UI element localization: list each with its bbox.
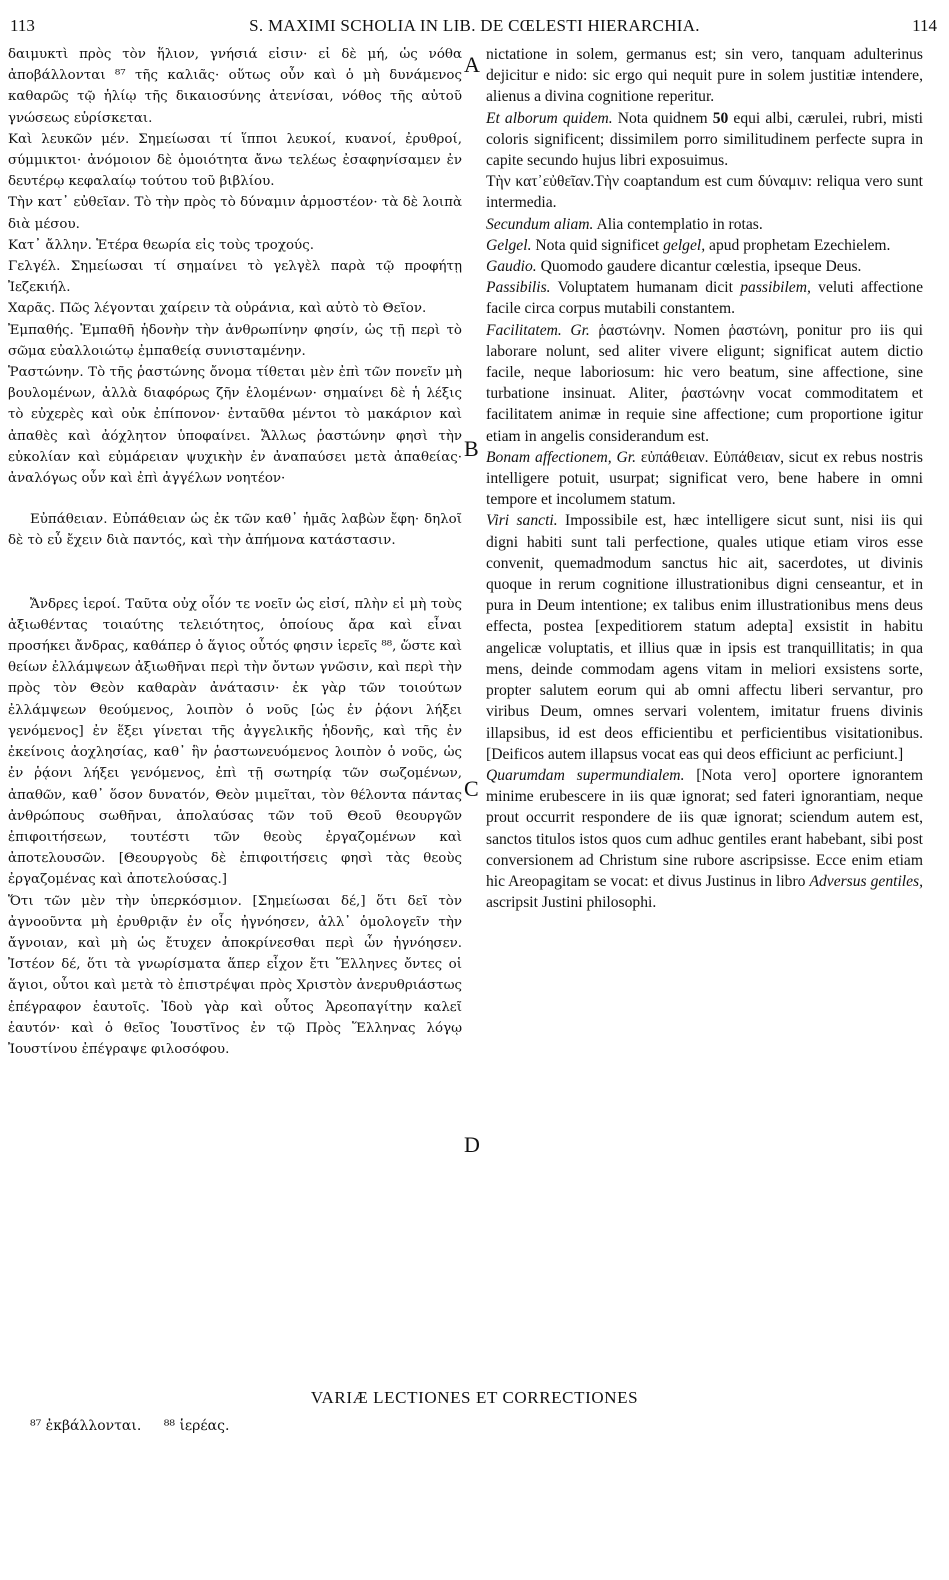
latin-paragraph bbox=[486, 256, 923, 277]
lemma: Gelgel. bbox=[486, 236, 532, 254]
section-number: 50 bbox=[712, 109, 729, 127]
spacer bbox=[8, 552, 462, 594]
margin-marker-c: C bbox=[464, 776, 479, 801]
latin-paragraph: nictatione in solem, germanus est; sin vero, tanquam adulterinus dejicitur e nido: sic ergo qui nequit pure in solem justitiæ intendere, alienus a divina cognitione reperitur. bbox=[486, 46, 923, 106]
greek-paragraph: Ἐμπαθής. Ἐμπαθῆ ἡδονὴν τὴν ἀνθρωπίνην φησίν, ὡς τῇ περὶ τὸ σῶμα εὐαλλοιώτῳ ἐμπαθείᾳ συνισταμένην. bbox=[8, 322, 462, 359]
variae-heading: VARIÆ LECTIONES ET CORRECTIONES bbox=[310, 1388, 639, 1407]
running-title: S. MAXIMI SCHOLIA IN LIB. DE CŒLESTI HIERARCHIA. bbox=[249, 16, 700, 35]
lemma: Viri sancti. bbox=[486, 512, 558, 530]
latin-text: ῥαστώνην. Nomen ῥαστώνη, ponitur pro iis qui laborare nolunt, sed aliter vivere eligunt; significat autem dictio facile, neque laboriosum: hic vero beatum, sine affectione, sine turbatione insinuat. Aliter, ῥαστώνην vocat commoditatem et facilitatem animæ in requie sine affectione; cum proportione igitur etiam in angelis considerandum est. bbox=[486, 321, 923, 445]
margin-marker-b: B bbox=[464, 436, 479, 461]
footnote: ⁸⁷ ἐκβάλλονται. bbox=[30, 1418, 142, 1434]
latin-paragraph bbox=[486, 214, 923, 235]
latin-text: Voluptatem humanam dicit bbox=[550, 279, 741, 297]
lemma: Quarumdam supermundialem. bbox=[486, 766, 685, 784]
lemma: Facilitatem. Gr. bbox=[486, 321, 590, 339]
latin-italic: passibilem, bbox=[740, 279, 811, 297]
latin-paragraph bbox=[486, 108, 923, 172]
latin-paragraph bbox=[486, 765, 923, 913]
lemma: Bonam affectionem, Gr. bbox=[486, 448, 637, 466]
spacer bbox=[8, 489, 462, 509]
latin-paragraph bbox=[486, 447, 923, 511]
footnotes bbox=[30, 1418, 247, 1434]
latin-paragraph bbox=[486, 277, 923, 319]
latin-text: equi albi, cærulei, rubri, misti coloris significent; dissimilem porro similitudinem perfecte supra in capite secundo hujus libri exposuimus. bbox=[486, 109, 924, 170]
latin-text: [Nota vero] oportere ignorantem minime erubescere in iis quæ ignorat; sed fateri ignorantiam, neque prout occurrit respondere de iis quæ ignorat; sciendum autem est, sanctos titulos istos quos cum adhuc gentiles erant habebant, sibi post conversionem ad Christum sine rubore ascripsisse. Ecce enim etiam hic Areopagitam se vocat: et divus Justinus in libro bbox=[486, 766, 924, 890]
lemma: Passibilis. bbox=[486, 279, 551, 297]
latin-text: apud prophetam Ezechielem. bbox=[705, 236, 891, 254]
page-number-left: 113 bbox=[10, 16, 35, 35]
latin-text: veluti affectione facile circa corpus mutabili constantem. bbox=[486, 279, 923, 318]
greek-paragraph: δαιμυκτὶ πρὸς τὸν ἥλιον, γνήσιά εἰσιν· εἰ δὲ μή, ὡς νόθα ἀποβάλλονται ⁸⁷ τῆς καλιᾶς· οὕτως οὖν καὶ ὁ μὴ δυνάμενος καθαρῶς τῷ ἡλίῳ τῆς δικαιοσύνης ἀτενίσαι, νόθος τῆς αὐτοῦ γνώσεως εὑρίσκεται. bbox=[8, 47, 462, 126]
latin-text: Quomodo gaudere dicantur cœlestia, ipseque Deus. bbox=[536, 258, 862, 276]
lemma: Et alborum quidem. bbox=[486, 109, 613, 127]
greek-paragraph: Κατ᾽ ἄλλην. Ἑτέρα θεωρία εἰς τοὺς τροχούς. bbox=[8, 237, 314, 253]
latin-text: Alia contemplatio in rotas. bbox=[593, 215, 763, 233]
greek-paragraph: Τὴν κατ᾽ εὐθεῖαν. Τὸ τὴν πρὸς τὸ δύναμιν ἁρμοστέον· τὰ δὲ λοιπὰ διὰ μέσου. bbox=[8, 195, 462, 232]
latin-text: εὐπάθειαν. Εὐπάθειαν, sicut ex rebus nostris intelligere potuit, usurpat; significat vero, bene habere in omni tempore et incolumem statum. bbox=[486, 448, 923, 509]
greek-paragraph: Εὐπάθειαν. Εὐπάθειαν ὡς ἐκ τῶν καθ᾽ ἡμᾶς λαβὼν ἔφη· δηλοῖ δὲ τὸ εὖ ἔχειν διὰ παντός, καὶ τὴν ἀπήμονα κατάστασιν. bbox=[8, 512, 462, 549]
latin-column bbox=[486, 44, 923, 913]
latin-text: Nota quid significet bbox=[531, 236, 664, 254]
latin-text: ascripsit Justini philosophi. bbox=[486, 894, 657, 912]
greek-paragraph: Καὶ λευκῶν μέν. Σημείωσαι τί ἵπποι λευκοί, κυανοί, ἐρυθροί, σύμμικτοι· ἀνόμοιον δὲ ὁμοιότητα ἄνω τελέως ἐσαφηνίσαμεν ἐν δευτέρῳ κεφαλαίῳ τούτου τοῦ βιβλίου. bbox=[8, 131, 462, 190]
latin-paragraph bbox=[486, 510, 923, 764]
page-number-right: 114 bbox=[912, 16, 937, 35]
margin-marker-d: D bbox=[464, 1132, 480, 1157]
latin-text: Impossibile est, hæc intelligere sicut sunt, nisi iis qui digni habiti sunt tali perfectione, quales utique etiam viros esse convenit, quemadmodum sanctus hic ait, sacerdotes, ut divinis quoque in rerum cognitione illustrationibus digni censeantur, et in pura in Deum intentione; ex talibus enim illustrationibus mens deus effecta, postea [expeditiorem statum adepta] exsistit in habitu angelicæ voluptatis, et illius quæ in ipsis est tranquillitatis; in qua mens, deinde commodam agens vitam in meliori exsistens sorte, propter salutem eorum qui ab omni affectu liberi servantur, pro viribus Deum, omnes servari volentem, imitatur fruens divinis illapsibus, id est deos efficientibu et perficientibus visitationibus. [Deificos autem illapsus vocat eas qui deos efficiunt ac perficiunt.] bbox=[486, 512, 923, 763]
greek-paragraph: Ἄνδρες ἱεροί. Ταῦτα οὐχ οἷόν τε νοεῖν ὡς εἰσί, πλὴν εἰ μὴ τοὺς ἀξιωθέντας τοιαύτης τελειότητος, ὁποίους ἄρα καὶ εἶναι προσήκει ἄνδρας, καθάπερ ὁ ἅγιος οὗτός φησιν ἱερεῖς ⁸⁸, ὥστε καὶ θείων ἐλλάμψεων ἀξιωθῆναι περὶ τὴν ὄντων γνῶσιν, καὶ περὶ τὴν πρὸς τὸν Θεὸν καθαρὰν ἀνάτασιν· ἐκ γὰρ τῶν τοιούτων ἐλλάμψεων θεούμενος, λοιπὸν ὁ νοῦς [ὡς ἐν ῥᾴονι λήξει γενόμενος] ἐν ἕξει γίνεται τῆς ἀγγελικῆς ἡδονῆς, καὶ τῆς ἐν ἐκείνοις ἀοχλησίας, καθ᾽ ἣν ῥαστωνευόμενος λοιπὸν ὁ νοῦς, ὡς ἐν ῥᾴονι λήξει γενόμενος, ἐπὶ τῇ σωτηρίᾳ τῶν σωζομένων, ἀπαθῶν, καθ᾽ ὅσον δυνατόν, Θεὸν μιμεῖται, τὸν θέλοντα πάντας ἀνθρώπους σωθῆναι, ἀπολαύσας τῶν τοῦ Θεοῦ θεουργῶν ἐπιφοιτήσεων, τουτέστι τῶν θεοὺς ἐργαζομένων καὶ ἀποτελουσῶν. [Θεουργοὺς δὲ ἐπιφοιτήσεις φησὶ τὰς θεοὺς ἐργαζομένας καὶ ἀποτελούσας.] bbox=[8, 596, 462, 888]
lemma: Gaudio. bbox=[486, 258, 537, 276]
page-header bbox=[0, 12, 949, 40]
latin-text: Nota quidnem bbox=[612, 109, 713, 127]
latin-italic: gelgel, bbox=[663, 236, 706, 254]
greek-paragraph: Χαρᾶς. Πῶς λέγονται χαίρειν τὰ οὐράνια, καὶ αὐτὸ τὸ Θεῖον. bbox=[8, 301, 427, 317]
greek-paragraph: Γελγέλ. Σημείωσαι τί σημαίνει τὸ γελγὲλ παρὰ τῷ προφήτῃ Ἰεζεκιήλ. bbox=[8, 259, 462, 296]
latin-paragraph: Τὴν κατ᾽εὐθεῖαν.Τὴν coaptandum est cum δύναμιν: reliqua vero sunt intermedia. bbox=[486, 173, 923, 212]
latin-paragraph bbox=[486, 320, 923, 447]
greek-paragraph: Ῥαστώνην. Τὸ τῆς ῥαστώνης ὄνομα τίθεται μὲν ἐπὶ τῶν πονεῖν μὴ βουλομένων, ἀλλὰ διαφόρως ζῆν ἑλομένων· σημαίνει δὲ ἡ λέξις τὸ εὐχερὲς καὶ οὐκ ἐπίπονον· ἐνταῦθα μέντοι τὸ μακάριον καὶ ἀπαθὲς καὶ ἀόχλητον ὑποφαίνει. Ἄλλως ῥαστώνην φησὶ τὴν εὐκολίαν καὶ εὐμάρειαν ψυχικὴν ἐν ἀναπαύσει μετὰ ἀπαθείας· ἀναλόγως οὖν καὶ ἐπὶ ἀγγέλων νοητέον· bbox=[8, 365, 462, 487]
lemma: Secundum aliam. bbox=[486, 215, 594, 233]
greek-column bbox=[8, 44, 462, 1060]
margin-marker-a: A bbox=[464, 52, 480, 77]
greek-paragraph: Ὅτι τῶν μὲν τὴν ὑπερκόσμιον. [Σημείωσαι δέ,] ὅτι δεῖ τὸν ἀγνοοῦντα μὴ ἐρυθριᾷν ἐν οἷς ἠγνόησεν, ἀλλ᾽ ὁμολογεῖν τὴν ἄγνοιαν, καὶ μὴ ὡς ἔτυχεν ἀποκρίνεσθαι περὶ ὧν ἠγνόησεν. Ἰστέον δέ, ὅτι τὰ γνωρίσματα ἅπερ εἶχον ἔτι Ἕλληνες ὄντες οἱ ἅγιοι, οὗτοι καὶ μετὰ τὸ ἐπιστρέψαι πρὸς Χριστὸν ἀνερυθριάστως ἐπέγραφον ἑαυτοῖς. Ἰδοὺ γὰρ καὶ οὗτος Ἀρεοπαγίτην καλεῖ ἑαυτόν· καὶ ὁ θεῖος Ἰουστῖνος ἐν τῷ Πρὸς Ἕλληνας λόγῳ Ἰουστίνου ἐπέγραψε φιλοσόφου. bbox=[8, 893, 462, 1057]
latin-italic: Adversus gentiles, bbox=[809, 872, 924, 890]
latin-paragraph bbox=[486, 235, 923, 256]
footnote: ⁸⁸ ἱερέας. bbox=[163, 1418, 230, 1434]
